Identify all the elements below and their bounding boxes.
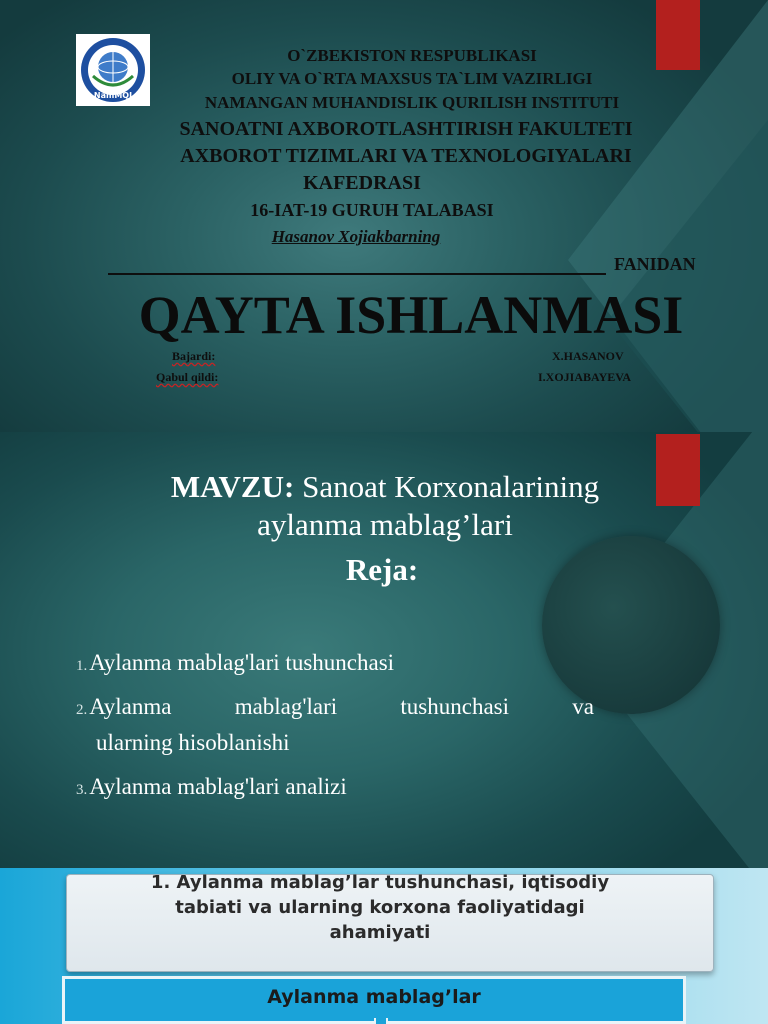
plan-item xyxy=(76,770,594,807)
header-line-6: KAFEDRASI xyxy=(303,172,421,194)
header-line-4: SANOATNI AXBOROTLASHTIRISH FAKULTETI xyxy=(179,118,633,140)
plan-item-word: tushunchasi xyxy=(400,694,510,719)
header-line-1: O`ZBEKISTON RESPUBLIKASI xyxy=(287,46,537,65)
plan-item-number: 1. xyxy=(76,658,88,674)
plan-item-number: 2. xyxy=(76,702,88,718)
svg-text:NamMQI: NamMQI xyxy=(93,91,133,100)
section-heading-line-1: 1. Aylanma mablag’lar tushunchasi, iqtisodiy xyxy=(150,872,610,893)
student-name: Hasanov Xojiakbarning xyxy=(271,227,441,246)
bajardi-name: X.HASANOV xyxy=(552,349,624,363)
plan-item-word: mablag'lari xyxy=(234,694,338,719)
header-line-2: OLIY VA O`RTA MAXSUS TA`LIM VAZIRLIGI xyxy=(231,69,593,88)
mavzu-label: MAVZU: xyxy=(170,469,295,504)
topic-text-2: aylanma mablag’lari xyxy=(257,507,513,542)
topic-heading xyxy=(100,468,670,544)
section-heading-line-2: tabiati va ularning korxona faoliyatidagi xyxy=(175,897,585,918)
plan-item-word: va xyxy=(572,694,594,719)
plan-item-text: Aylanma mablag'lari tushunchasi xyxy=(89,650,395,675)
subject-blank-line xyxy=(108,273,606,275)
plan-item-number: 3. xyxy=(76,782,88,798)
topic-text-1: Sanoat Korxonalarining xyxy=(302,469,600,504)
concept-box-label: Aylanma mablag’lar xyxy=(267,986,481,1008)
plan-item-continuation: ularning hisoblanishi xyxy=(96,730,290,755)
fanidan-label: FANIDAN xyxy=(614,254,696,274)
main-title: QAYTA ISHLANMASI xyxy=(138,285,684,345)
qabul-name: I.XOJIABAYEVA xyxy=(538,370,632,384)
section-heading xyxy=(80,870,680,945)
plan-item xyxy=(76,646,594,683)
section-slide xyxy=(0,868,768,1024)
connector-stem xyxy=(374,1018,388,1024)
header-line-5: AXBOROT TIZIMLARI VA TEXNOLOGIYALARI xyxy=(180,145,632,167)
plan-item xyxy=(76,690,594,727)
topic-slide xyxy=(0,432,768,868)
bajardi-label: Bajardi: xyxy=(172,349,216,363)
plan-item-text: Aylanma mablag'lari analizi xyxy=(89,774,347,799)
plan-item-word: Aylanma xyxy=(89,694,172,719)
header-line-3: NAMANGAN MUHANDISLIK QURILISH INSTITUTI xyxy=(204,93,620,112)
header-line-7: 16-IAT-19 GURUH TALABASI xyxy=(250,200,494,220)
qabul-label: Qabul qildi: xyxy=(156,370,219,384)
plan-heading: Reja: xyxy=(345,552,419,587)
section-heading-line-3: ahamiyati xyxy=(329,922,431,943)
title-slide xyxy=(0,0,768,432)
